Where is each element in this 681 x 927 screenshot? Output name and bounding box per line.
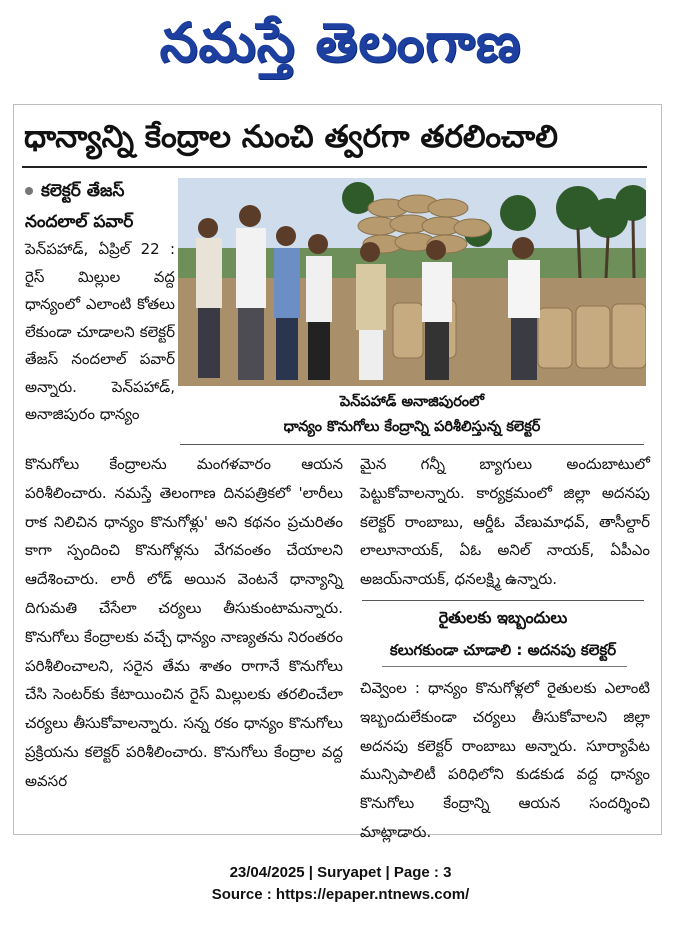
page-footer bbox=[0, 862, 681, 906]
sidebar-rule bbox=[362, 600, 644, 601]
article-body-left bbox=[25, 450, 343, 796]
bullet-icon bbox=[25, 187, 33, 195]
article-headline: ధాన్యాన్ని కేంద్రాల నుంచి త్వరగా తరలించాలి bbox=[24, 119, 558, 155]
caption-line-2: ధాన్యం కొనుగోలు కేంద్రాన్ని పరిశీలిస్తున్న కలెక్టర్ bbox=[283, 419, 541, 435]
sidebar-body bbox=[360, 674, 650, 847]
footer-source[interactable]: Source : https://epaper.ntnews.com/ bbox=[211, 886, 470, 903]
byline-line-2: నందలాల్ పవార్ bbox=[25, 212, 134, 232]
sidebar-body-text: చివ్వెంల : ధాన్యం కొనుగోళ్లలో రైతులకు ఎలాంటి ఇబ్బందులేకుండా చర్యలు తీసుకోవాలని జిల్లా అదనపు కలెక్టర్ రాంబాబు అన్నారు. సూర్యాపేట మున్సిపాలిటీ పరిధిలోని కుడకుడ వద్ద ధాన్యం కొనుగోలు కేంద్రాన్ని ఆయన సందర్శించి మాట్లాడారు. bbox=[360, 679, 650, 841]
photo-caption bbox=[178, 390, 646, 440]
masthead bbox=[0, 8, 681, 78]
newspaper-title: నమస్తే తెలంగాణ bbox=[159, 11, 522, 74]
caption-line-1: పెన్‌పహాడ్ అనాజిపురంలో bbox=[339, 394, 485, 410]
intro-text: పెన్‌పహాడ్, ఏప్రిల్ 22 : రైస్ మిల్లుల వద్ద ధాన్యంలో ఎలాంటి కోతలు లేకుండా చూడాలని కలెక్టర్ తేజస్ నందలాల్ పవార్ అన్నారు. పెన్‌పహాడ్, అనాజిపురం ధాన్యం bbox=[25, 240, 175, 423]
body-right-text: మైన గన్నీ బ్యాగులు అందుబాటులో పెట్టుకోవాలన్నారు. కార్యక్రమంలో జిల్లా అదనపు కలెక్టర్ రాంబాబు, ఆర్డీఓ వేణుమాధవ్, తాసీల్దార్ లాలూనాయక్, ఏఓ అనిల్ నాయక్, ఏపీఎం అజయ్‌నాయక్, ధనలక్ష్మి ఉన్నారు. bbox=[360, 455, 650, 589]
sidebar-heading: రైతులకు ఇబ్బందులు bbox=[438, 608, 568, 627]
sidebar-subheading: కలుగకుండా చూడాలి : అదనపు కలెక్టర్ bbox=[389, 641, 617, 659]
byline bbox=[25, 176, 173, 238]
caption-rule bbox=[180, 444, 644, 445]
sidebar-subheading-rule bbox=[382, 666, 627, 667]
article-photo bbox=[178, 178, 646, 386]
headline-rule bbox=[22, 166, 647, 168]
footer-date-edition: 23/04/2025 | Suryapet | Page : 3 bbox=[229, 864, 452, 881]
article-intro bbox=[25, 236, 175, 429]
byline-line-1: కలెక్టర్ తేజస్ bbox=[41, 181, 125, 201]
body-left-text: కొనుగోలు కేంద్రాలను మంగళవారం ఆయన పరిశీలించారు. నమస్తే తెలంగాణ దినపత్రికలో 'లారీలు రాక నిలిచిన ధాన్యం కొనుగోళ్లు' అని కథనం ప్రచురితం కాగా స్పందించి కొనుగోళ్లను వేగవంతం చేయాలని ఆదేశించారు. లారీ లోడ్ అయిన వెంటనే ధాన్యాన్ని దిగుమతి చేసేలా చర్యలు తీసుకుంటామన్నారు. కొనుగోలు కేంద్రాలకు వచ్చే ధాన్యం నాణ్యతను నిరంతరం పరిశీలించాలని, సరైన తేమ శాతం రాగానే కొనుగోలు చేసి సెంటర్‌కు కేటాయించిన రైస్ మిల్లులకు తరలించేలా చర్యలు తీసుకోవాలన్నారు. సన్న రకం ధాన్యం కొనుగోలు ప్రక్రియను కలెక్టర్ పరిశీలించారు. కొనుగోలు కేంద్రాల వద్ద అవసర bbox=[25, 455, 343, 790]
article-body-right bbox=[360, 450, 650, 594]
